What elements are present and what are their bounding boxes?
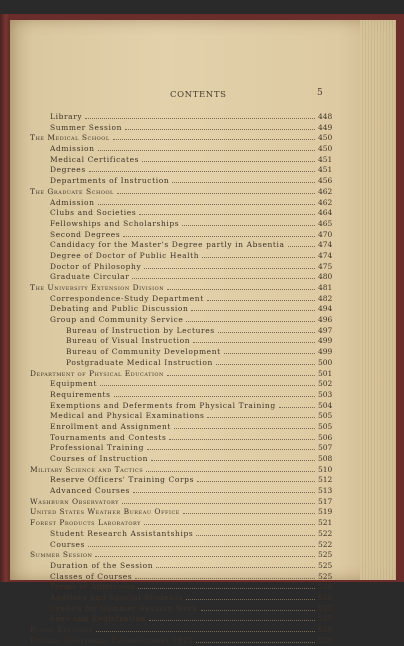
- toc-entry: [30, 283, 332, 294]
- toc-entry-page: 525: [318, 550, 333, 560]
- toc-entry-page: 503: [318, 389, 333, 399]
- toc-entry-label: Bureau of Community Development: [66, 347, 221, 357]
- toc-entry-page: 525: [318, 560, 333, 570]
- toc-entry-label: Candidacy for the Master's Degree partly in Absentia: [50, 240, 285, 250]
- toc-entry-page: 480: [318, 272, 333, 282]
- dot-leader: [123, 230, 315, 237]
- dot-leader: [216, 358, 315, 365]
- dot-leader: [151, 454, 315, 461]
- toc-entry-label: Bureau of Visual Instruction: [66, 336, 191, 346]
- toc-entry-label: Graduate Circular: [50, 272, 130, 282]
- toc-entry-label: The Graduate School: [30, 186, 114, 196]
- dot-leader: [191, 304, 315, 311]
- toc-entry-label: Admission: [50, 144, 95, 154]
- toc-entry-page: 522: [318, 528, 333, 538]
- toc-entry-label: Advanced Courses: [50, 486, 130, 496]
- dot-leader: [224, 347, 315, 354]
- toc-entry-page: 499: [318, 347, 333, 357]
- toc-entry: [30, 433, 332, 444]
- toc-entry: [30, 636, 332, 646]
- toc-entry: [30, 593, 332, 604]
- dot-leader: [183, 507, 315, 514]
- dot-leader: [167, 283, 315, 290]
- dot-leader: [142, 155, 315, 162]
- toc-entry-page: 451: [318, 154, 333, 164]
- dot-leader: [207, 411, 315, 418]
- toc-entry-label: Auditors and Special Students: [50, 592, 183, 602]
- toc-entry: [30, 155, 332, 166]
- toc-entry-label: Duration of the Session: [50, 560, 154, 570]
- book-page: [10, 20, 396, 645]
- dot-leader: [89, 165, 315, 172]
- dot-leader: [96, 625, 315, 632]
- toc-entry-label: Library: [50, 112, 83, 121]
- toc-entry-page: 464: [318, 208, 333, 218]
- dot-leader: [144, 518, 315, 525]
- toc-entry-page: 449: [318, 122, 333, 132]
- dot-leader: [100, 379, 315, 386]
- toc-entry: [30, 379, 332, 390]
- toc-entry: [30, 390, 332, 401]
- toc-entry: [30, 294, 332, 305]
- toc-entry-label: Courses of Instruction: [50, 454, 149, 463]
- toc-entry: [30, 540, 332, 551]
- dot-leader: [147, 443, 315, 450]
- toc-entry-label: Correspondence-Study Department: [50, 293, 204, 303]
- toc-entry-label: Doctor of Philosophy: [50, 261, 142, 271]
- toc-entry-label: Group and Community Service: [50, 315, 184, 325]
- toc-entry: [30, 604, 332, 615]
- toc-entry-page: 505: [318, 421, 333, 431]
- toc-entry-page: 527: [318, 614, 333, 624]
- toc-entry: [30, 123, 332, 134]
- toc-entry-label: Degree of Doctor of Public Health: [50, 250, 200, 260]
- toc-entry: [30, 133, 332, 144]
- dot-leader: [182, 219, 315, 226]
- dot-leader: [174, 422, 315, 429]
- toc-entry-page: 501: [318, 368, 333, 378]
- toc-entry-label: Summer Session: [50, 122, 123, 132]
- toc-entry-page: 462: [318, 197, 333, 207]
- dot-leader: [132, 272, 315, 279]
- toc-entry: [30, 230, 332, 241]
- toc-entry: [30, 550, 332, 561]
- toc-entry-label: Requirements: [50, 389, 111, 399]
- toc-entry-page: 526: [318, 592, 333, 602]
- toc-entry-page: 513: [318, 486, 333, 496]
- toc-entry-page: 475: [318, 261, 333, 271]
- toc-entry-page: 448: [318, 112, 333, 121]
- toc-entry-page: 528: [318, 625, 333, 634]
- dot-leader: [138, 582, 315, 589]
- dot-leader: [88, 540, 315, 547]
- toc-entry-page: 462: [318, 186, 333, 196]
- toc-entry-page: 470: [318, 229, 333, 239]
- toc-entry-label: Terms of Admission: [50, 582, 136, 592]
- toc-entry-label: Fees and Registration: [50, 614, 146, 624]
- dot-leader: [113, 133, 315, 140]
- toc-entry-label: Tournaments and Contests: [50, 432, 167, 442]
- toc-entry: [30, 411, 332, 422]
- toc-entry: [30, 165, 332, 176]
- toc-entry-label: Student Research Assistantships: [50, 528, 194, 538]
- toc-entry-page: 522: [318, 539, 333, 549]
- toc-entry-page: 504: [318, 400, 333, 410]
- toc-entry-page: 450: [318, 144, 333, 154]
- dot-leader: [114, 390, 315, 397]
- dot-leader: [197, 475, 315, 482]
- toc-entry-page: 496: [318, 315, 333, 325]
- dot-leader: [172, 176, 315, 183]
- dot-leader: [125, 123, 315, 130]
- toc-entry: [30, 625, 332, 636]
- toc-entry-page: 517: [318, 496, 333, 506]
- toc-entry: [30, 443, 332, 454]
- toc-entry: [30, 582, 332, 593]
- toc-entry: [30, 561, 332, 572]
- toc-entry: [30, 507, 332, 518]
- toc-entry-label: Admission: [50, 197, 95, 207]
- toc-entry-label: Fellowships and Scholarships: [50, 218, 180, 228]
- toc-entry-page: 474: [318, 240, 333, 250]
- toc-entry: [30, 304, 332, 315]
- toc-entry: [30, 401, 332, 412]
- dot-leader: [139, 208, 315, 215]
- toc-entry: [30, 347, 332, 358]
- toc-entry-page: 506: [318, 432, 333, 442]
- toc-entry-label: Bureau of Instruction by Lectures: [66, 325, 215, 335]
- dot-leader: [95, 550, 315, 557]
- dot-leader: [207, 294, 315, 301]
- dot-leader: [135, 572, 315, 579]
- table-of-contents: [30, 112, 332, 646]
- dot-leader: [279, 401, 315, 408]
- dot-leader: [85, 112, 315, 119]
- toc-entry: [30, 475, 332, 486]
- toc-entry-page: 497: [318, 325, 333, 335]
- book-cover: [0, 14, 404, 645]
- toc-entry: [30, 144, 332, 155]
- toc-entry-label: Debating and Public Discussion: [50, 304, 189, 314]
- dot-leader: [122, 497, 315, 504]
- toc-entry-label: Equipment: [50, 379, 98, 389]
- toc-entry-page: 450: [318, 133, 333, 143]
- toc-entry-page: 499: [318, 336, 333, 346]
- dot-leader: [98, 144, 315, 151]
- toc-entry: [30, 486, 332, 497]
- toc-entry: [30, 572, 332, 583]
- toc-entry-page: 521: [318, 518, 333, 528]
- toc-entry: [30, 454, 332, 465]
- toc-entry-label: Enrollment and Assignment: [50, 421, 172, 431]
- toc-entry: [30, 497, 332, 508]
- toc-entry-label: Professional Training: [50, 443, 144, 453]
- toc-entry: [30, 208, 332, 219]
- dot-leader: [146, 465, 315, 472]
- toc-entry: [30, 336, 332, 347]
- toc-entry-page: 527: [318, 603, 333, 613]
- toc-entry-page: 510: [318, 464, 333, 474]
- dot-leader: [144, 262, 315, 269]
- toc-entry: [30, 518, 332, 529]
- toc-entry-page: 529: [318, 635, 333, 645]
- toc-entry: [30, 358, 332, 369]
- toc-entry-label: Departments of Instruction: [50, 176, 170, 186]
- dot-leader: [202, 251, 315, 258]
- toc-entry: [30, 369, 332, 380]
- toc-entry-label: Courses: [50, 539, 86, 549]
- dot-leader: [218, 326, 315, 333]
- dot-leader: [193, 336, 315, 343]
- page-edge-stack: [360, 20, 396, 580]
- dot-leader: [196, 529, 315, 536]
- dot-leader: [149, 614, 315, 621]
- toc-entry-label: Classes of Courses: [50, 571, 133, 581]
- toc-entry: [30, 326, 332, 337]
- toc-entry-label: Military Science and Tactics: [30, 464, 144, 474]
- toc-entry-label: United States Weather Bureau Office: [30, 507, 180, 517]
- toc-entry-label: Washburn Observatory: [30, 496, 119, 506]
- toc-entry-page: 505: [318, 411, 333, 421]
- dot-leader: [98, 198, 315, 205]
- dot-leader: [288, 240, 315, 247]
- toc-entry-page: 456: [318, 176, 333, 186]
- toc-entry-label: The University Extension Division: [30, 283, 165, 292]
- toc-entry-label: Second Degrees: [50, 229, 121, 239]
- toc-entry-page: 481: [318, 283, 333, 292]
- toc-entry-label: Degrees: [50, 165, 86, 175]
- dot-leader: [133, 486, 315, 493]
- toc-entry-label: Clubs and Societies: [50, 208, 137, 218]
- toc-entry-page: 519: [318, 507, 333, 517]
- dot-leader: [169, 433, 315, 440]
- toc-entry-label: Medical Certificates: [50, 154, 140, 164]
- toc-entry-label: Degrees Conferred, Commencement 1922: [30, 635, 194, 645]
- toc-entry-page: 512: [318, 475, 333, 485]
- toc-entry: [30, 219, 332, 230]
- toc-entry: [30, 251, 332, 262]
- toc-entry: [30, 240, 332, 251]
- book-spine-edge: [0, 14, 10, 582]
- page-title: CONTENTS: [170, 90, 227, 100]
- toc-entry: [30, 187, 332, 198]
- toc-entry-label: Public Lectures: [30, 625, 93, 634]
- toc-entry: [30, 198, 332, 209]
- toc-entry-label: Credits for Summer Session Work: [50, 603, 198, 613]
- toc-entry-label: Exemptions and Deferments from Physical Training: [50, 400, 276, 410]
- toc-entry-label: Postgraduate Medical Instruction: [66, 357, 213, 367]
- toc-entry: [30, 529, 332, 540]
- toc-entry: [30, 272, 332, 283]
- toc-entry-page: 500: [318, 357, 333, 367]
- toc-entry-page: 494: [318, 304, 333, 314]
- toc-entry-page: 502: [318, 379, 333, 389]
- toc-entry: [30, 315, 332, 326]
- toc-entry-page: 474: [318, 250, 333, 260]
- dot-leader: [117, 187, 315, 194]
- page-number: 5: [317, 88, 323, 98]
- toc-entry: [30, 422, 332, 433]
- toc-entry-page: 482: [318, 293, 333, 303]
- toc-entry-page: 451: [318, 165, 333, 175]
- dot-leader: [186, 315, 315, 322]
- toc-entry-label: The Medical School: [30, 133, 110, 143]
- toc-entry-page: 507: [318, 443, 333, 453]
- toc-entry-page: 526: [318, 582, 333, 592]
- toc-entry: [30, 614, 332, 625]
- toc-entry-page: 465: [318, 218, 333, 228]
- toc-entry-label: Summer Session: [30, 550, 93, 560]
- toc-entry-label: Department of Physical Education: [30, 368, 164, 378]
- toc-entry: [30, 262, 332, 273]
- toc-entry-page: 508: [318, 454, 333, 463]
- dot-leader: [156, 561, 315, 568]
- dot-leader: [201, 604, 315, 611]
- toc-entry: [30, 465, 332, 476]
- toc-entry-label: Reserve Officers' Training Corps: [50, 475, 195, 485]
- dot-leader: [196, 636, 315, 643]
- toc-entry: [30, 176, 332, 187]
- toc-entry-page: 525: [318, 571, 333, 581]
- toc-entry: [30, 112, 332, 123]
- dot-leader: [167, 369, 315, 376]
- toc-entry-label: Medical and Physical Examinations: [50, 411, 205, 421]
- toc-entry-label: Forest Products Laboratory: [30, 518, 141, 528]
